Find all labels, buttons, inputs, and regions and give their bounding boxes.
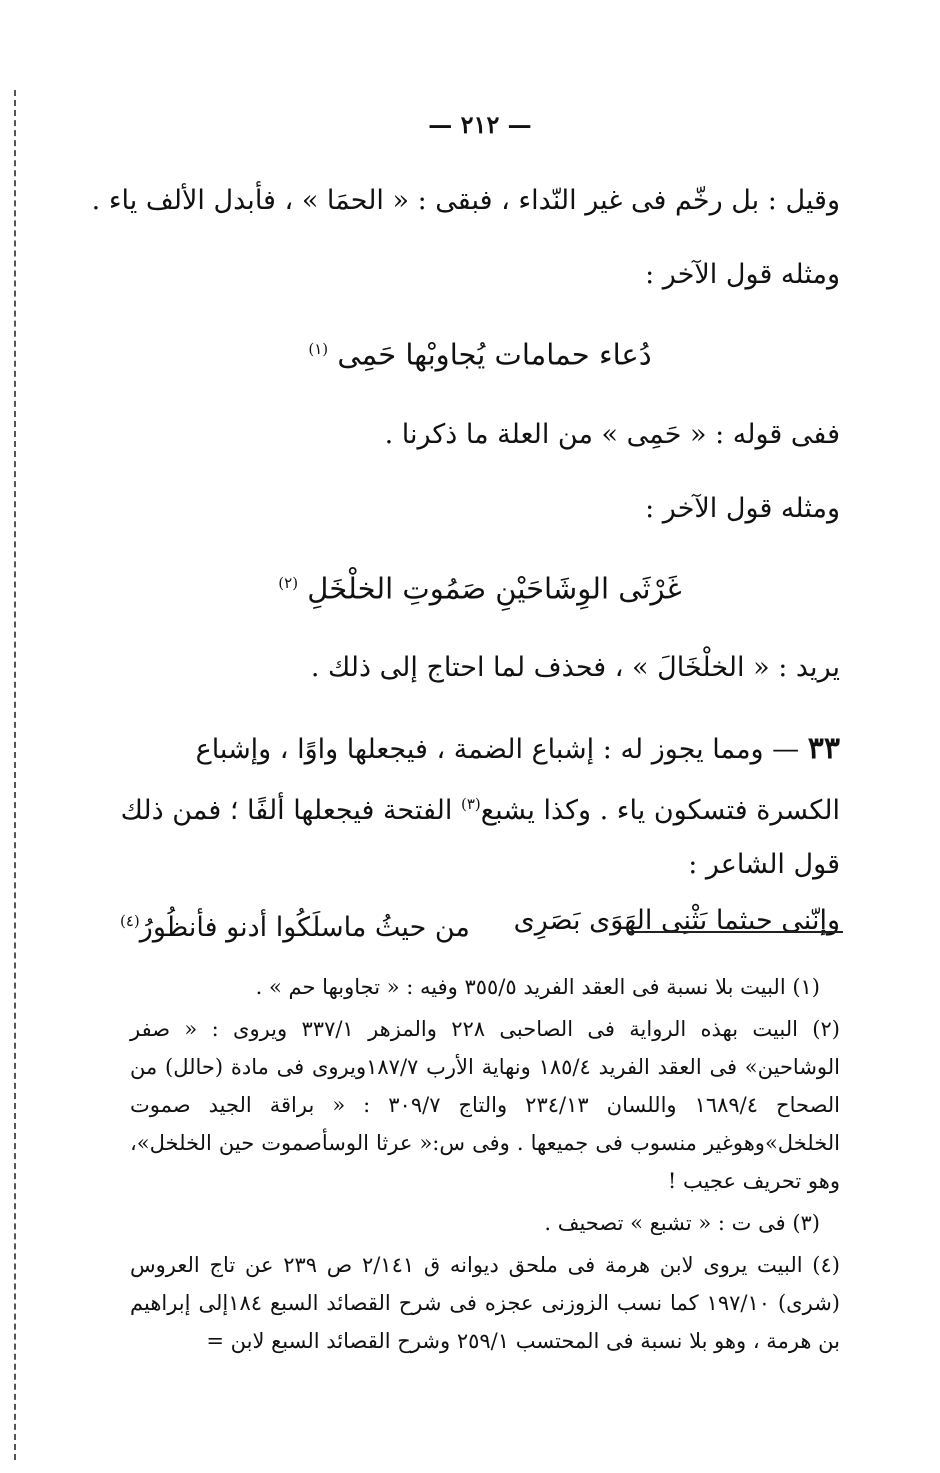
footnote-ref: (٢) [278, 573, 299, 592]
text-line: ففى قوله : « حَمِى » من العلة ما ذكرنا . [384, 418, 840, 450]
verse-second-hemistich: من حيثُ ماسلَكُوا أدنو فأنظُورُ$^{(٤)}$ [120, 912, 470, 944]
footnote: (٣) فى ت : « تشبع » تصحيف . [544, 1211, 820, 1235]
verse-text: غَرْثَى الوِشَاحَيْنِ صَمُوتِ الخلْخَلِ [307, 571, 682, 606]
footnotes [130, 968, 840, 1364]
scan-binding-edge [14, 90, 16, 1460]
footnote-separator [628, 931, 843, 933]
verse-first-hemistich: وإنّنى حيثما يَثْنِى الهَوَى بَصَرِى [513, 905, 840, 937]
footnote-ref: (١) [308, 340, 329, 358]
footnote: (٢) البيت بهذه الرواية فى الصاحبى ٢٢٨ والمزهر ٣٣٧/١ ويروى : « صفر الوشاحين» فى العقد الفريد ١٨٥/٤ ونهاية الأرب ١٨٧/٧ويروى فى مادة (حالل) من الصحاح ١٦٨٩/٤ واللسان ٢٣٤/١٣ والتاج ٣٠٩/٧ : « براقة الجيد صموت الخلخل»وهوغير منسوب فى جميعها . وفى س:« عرثا الوسأصموت حين الخلخل»، وهو تحريف عجيب ! [130, 1017, 841, 1193]
text-line: ومثله قول الآخر : [645, 259, 840, 290]
paragraph-text: — ومما يجوز له : إشباع الضمة ، فيجعلها واوًا ، وإشباع الكسرة فتسكون ياء . وكذا يشبع [195, 734, 840, 827]
verse-line [120, 563, 840, 609]
footnote: (١) البيت بلا نسبة فى العقد الفريد ٣٥٥/٥ وفيه : « تجاوبها حم » . [255, 975, 820, 999]
text-line: ومثله قول الآخر : [645, 492, 840, 524]
paragraph-number: ٣٣ [807, 731, 840, 767]
text-line: يريد : « الخلْخَالَ » ، فحذف لما احتاج إلى ذلك . [310, 652, 840, 684]
footnote-ref: (٤) [120, 912, 140, 931]
verse-line [120, 329, 840, 375]
footnote-ref: (٣) [461, 795, 481, 814]
verse-text: دُعاء حمامات يُجاوبْها حَمِى [337, 337, 652, 372]
footnote: (٤) البيت يروى لابن هرمة فى ملحق ديوانه ق ٢/١٤١ ص ٢٣٩ عن تاج العروس (شرى) ١٩٧/١٠ كما نسب الزوزنى عجزه فى شرح القصائد السبع ١٨٤إلى إبراهيم بن هرمة ، وهو بلا نسبة فى المحتسب ٢٥٩/١ وشرح القصائد السبع لابن = [130, 1253, 840, 1353]
page-body [91, 110, 840, 951]
text-line: وقيل : بل رخّم فى غير النّداء ، فبقى : « الحمَا » ، فأبدل الألف ياء . [91, 185, 840, 216]
poem-verse [120, 898, 840, 951]
paragraph-text: الفتحة فيجعلها ألفًا ؛ فمن ذلك قول الشاعر : [120, 795, 840, 881]
page-number: — ٢١٢ — [428, 110, 532, 139]
paragraph [120, 722, 840, 892]
